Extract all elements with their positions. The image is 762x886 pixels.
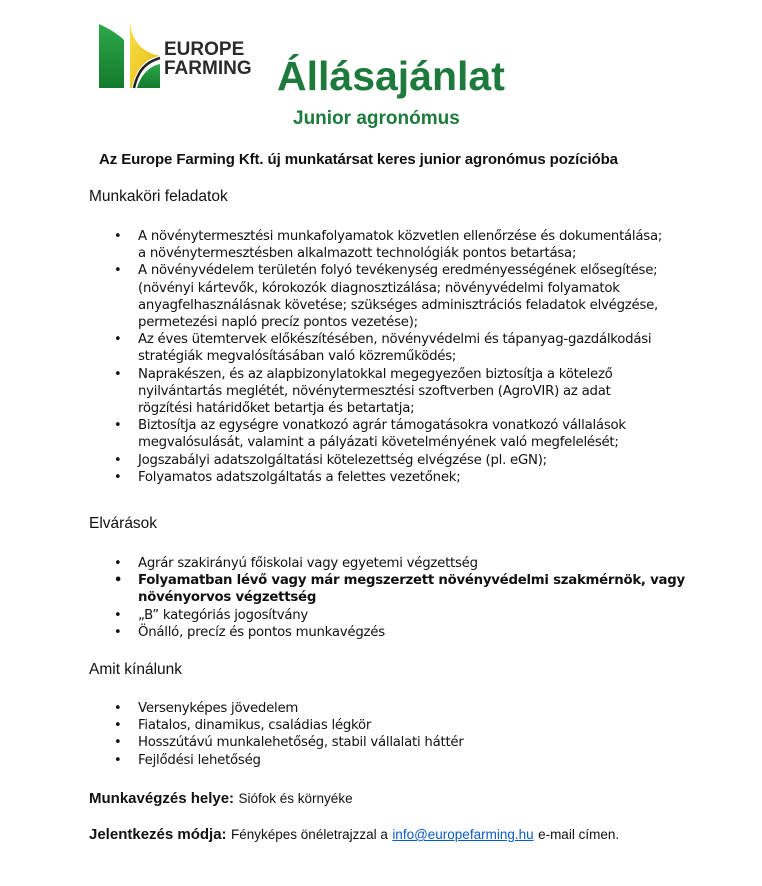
list-item-line: rögzítési határidőket betartja és betartatja; <box>138 401 415 417</box>
section-title-requirements: Elvárások <box>89 515 158 532</box>
section-title-offer: Amit kínálunk <box>89 661 183 678</box>
list-item-line: Naprakészen, és az alapbizonylatokkal megegyezően biztosítja a kötelező <box>138 366 613 382</box>
list-item-line: A növénytermesztési munkafolyamatok közvetlen ellenőrzése és dokumentálása; <box>138 229 663 244</box>
list-item-line: a növénytermesztésben alkalmazott technológiák pontos betartása; <box>138 246 577 262</box>
list-item-line: (növényi kártevők, kórokozók diagnosztizálása; növényvédelmi folyamatok <box>138 280 620 296</box>
email-link[interactable]: info@europefarming.hu <box>392 827 534 842</box>
work-location-value: Siófok és környéke <box>238 791 353 806</box>
list-item-line: növényorvos végzettség <box>138 590 317 606</box>
list-item-line: megvalósulását, valamint a pályázati követelményének való megfelelését; <box>138 435 619 451</box>
intro-text: Az Europe Farming Kft. új munkatársat keres junior agronómus pozícióba <box>99 151 618 168</box>
offer-list <box>112 700 464 769</box>
list-item-line: Folyamatos adatszolgáltatás a felettes vezetőnek; <box>138 469 461 485</box>
list-item-line: A növényvédelem területén folyó tevékenység eredményességének elősegítése; <box>138 263 658 279</box>
list-item <box>112 417 662 451</box>
list-item-line: nyilvántartás meglétét, növénytermesztési szoftverben (AgroVIR) az adat <box>138 383 611 399</box>
list-item <box>112 717 464 734</box>
page-title: Állásajánlat <box>277 53 505 99</box>
list-item-line: anyagfelhasználásnak követése; szükséges adminisztrációs feladatok elvégzése, <box>138 297 659 313</box>
list-item <box>112 572 685 606</box>
logo-emblem-icon <box>96 22 162 90</box>
application-text-before: Fényképes önéletrajzzal a <box>231 827 388 842</box>
list-item <box>112 752 464 769</box>
list-item-line: Önálló, precíz és pontos munkavégzés <box>138 624 385 640</box>
list-item <box>112 228 662 262</box>
tasks-list <box>112 228 662 486</box>
list-item-line: Biztosítja az egységre vonatkozó agrár támogatásokra vonatkozó vállalások <box>138 418 626 434</box>
list-item-line: Fejlődési lehetőség <box>138 752 261 768</box>
page-subtitle: Junior agronómus <box>293 108 460 129</box>
list-item-line: Versenyképes jövedelem <box>138 701 299 716</box>
list-item-line: Az éves ütemtervek előkészítésében, növényvédelmi és tápanyag-gazdálkodási <box>138 332 652 348</box>
logo-line2: FARMING <box>164 58 252 79</box>
logo-line1: EUROPE <box>164 39 245 60</box>
list-item <box>112 624 685 641</box>
application-label: Jelentkezés módja: <box>89 826 227 843</box>
list-item <box>112 607 685 624</box>
application-text-after: e-mail címen. <box>538 827 620 842</box>
work-location-label: Munkavégzés helye: <box>89 790 235 807</box>
list-item <box>112 262 662 331</box>
list-item-line: Agrár szakirányú főiskolai vagy egyetemi végzettség <box>138 556 478 571</box>
company-logo <box>96 22 256 90</box>
logo-wordmark <box>164 40 252 78</box>
list-item-line: Jogszabályi adatszolgáltatási kötelezettség elvégzése (pl. eGN); <box>138 452 547 468</box>
list-item-line: permetezési napló precíz pontos vezetése); <box>138 315 418 331</box>
list-item <box>112 555 685 572</box>
application-method <box>89 826 619 844</box>
list-item <box>112 469 662 486</box>
list-item <box>112 331 662 365</box>
work-location <box>89 790 353 808</box>
list-item <box>112 734 464 751</box>
section-title-tasks: Munkaköri feladatok <box>89 188 228 205</box>
list-item-line: Folyamatban lévő vagy már megszerzett növényvédelmi szakmérnök, vagy <box>138 573 685 589</box>
list-item-line: „B” kategóriás jogosítvány <box>138 607 309 623</box>
list-item-line: stratégiák megvalósításában való közreműködés; <box>138 349 457 365</box>
list-item <box>112 700 464 717</box>
requirements-list <box>112 555 685 641</box>
list-item-line: Hosszútávú munkalehetőség, stabil vállalati háttér <box>138 735 464 751</box>
list-item-line: Fiatalos, dinamikus, családias légkör <box>138 718 372 734</box>
list-item <box>112 452 662 469</box>
list-item <box>112 366 662 418</box>
